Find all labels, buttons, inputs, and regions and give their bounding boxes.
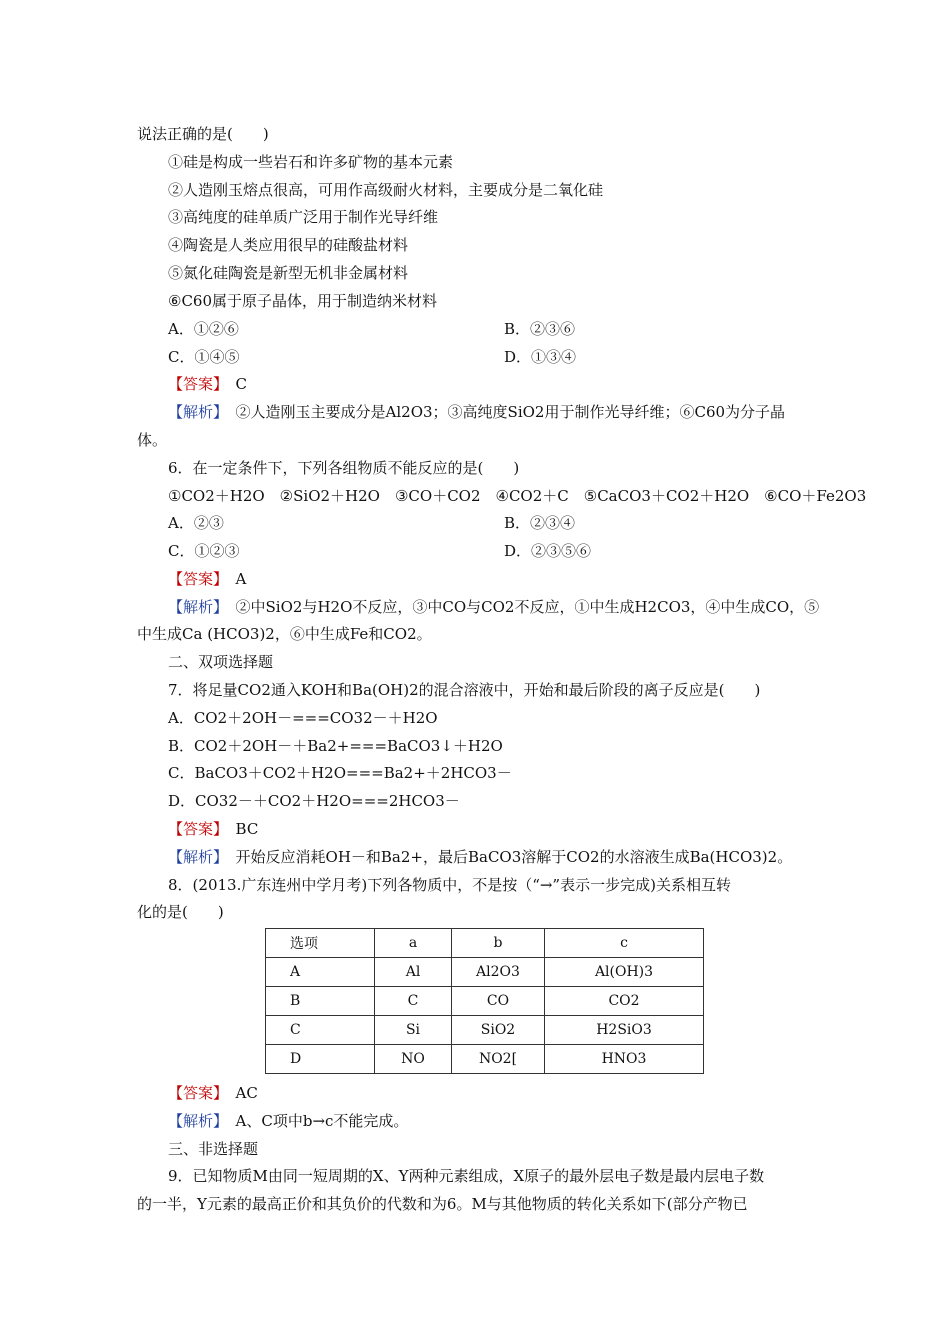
q8-analysis-line bbox=[168, 1111, 848, 1131]
q5-option-b: B．②③⑥ bbox=[504, 320, 576, 338]
table-header-row bbox=[266, 929, 704, 958]
q5-item-6: ⑥C60属于原子晶体，用于制造纳米材料 bbox=[168, 292, 438, 310]
q5-analysis-text: ②人造刚玉主要成分是Al2O3；③高纯度SiO2用于制作光导纤维；⑥C60为分子晶 bbox=[235, 403, 786, 421]
q6-stem: 6．在一定条件下，下列各组物质不能反应的是( ) bbox=[168, 459, 520, 477]
q7-analysis-line bbox=[168, 847, 848, 867]
table-header-cell: 选项 bbox=[266, 929, 375, 958]
q5-answer: C bbox=[235, 375, 248, 393]
q8-analysis-text: A、C项中b→c不能完成。 bbox=[235, 1112, 409, 1130]
q5-option-c: C．①④⑤ bbox=[168, 348, 240, 366]
table-header-cell: c bbox=[545, 929, 704, 958]
q7-option-c: C．BaCO3＋CO2＋H2O===Ba2+＋2HCO3－ bbox=[168, 764, 512, 782]
q8-stem: 8．(2013.广东连州中学月考)下列各物质中，不是按（“→”表示一步完成)关系相互转 bbox=[168, 876, 731, 894]
q8-stem-cont: 化的是( ) bbox=[137, 903, 224, 921]
q5-answer-line bbox=[168, 374, 848, 394]
q5-analysis-line bbox=[168, 402, 848, 422]
q6-analysis-line bbox=[168, 597, 848, 617]
q7-stem: 7．将足量CO2通入KOH和Ba(OH)2的混合溶液中，开始和最后阶段的离子反应是( ) bbox=[168, 681, 761, 699]
q6-option-d: D．②③⑤⑥ bbox=[504, 542, 592, 560]
table-cell: NO bbox=[375, 1045, 452, 1074]
q9-stem: 9．已知物质M由同一短周期的X、Y两种元素组成，X原子的最外层电子数是最内层电子数 bbox=[168, 1167, 765, 1185]
q5-stem: 说法正确的是( ) bbox=[137, 125, 269, 143]
q6-groups: ①CO2＋H2O ②SiO2＋H2O ③CO＋CO2 ④CO2＋C ⑤CaCO3＋CO2＋H2O ⑥CO＋Fe2O3 bbox=[168, 487, 867, 505]
q8-answer-line bbox=[168, 1083, 848, 1103]
table-header-cell: a bbox=[375, 929, 452, 958]
table-cell: CO bbox=[452, 987, 545, 1016]
analysis-label: 【解析】 bbox=[168, 598, 221, 616]
q6-analysis-cont: 中生成Ca (HCO3)2，⑥中生成Fe和CO2。 bbox=[137, 625, 432, 643]
table-cell: D bbox=[266, 1045, 375, 1074]
q8-answer: AC bbox=[235, 1084, 258, 1102]
table-cell: H2SiO3 bbox=[545, 1016, 704, 1045]
q5-analysis-cont: 体。 bbox=[137, 431, 168, 449]
section-heading-3: 三、非选择题 bbox=[168, 1140, 259, 1158]
q7-analysis-text: 开始反应消耗OH－和Ba2+，最后BaCO3溶解于CO2的水溶液生成Ba(HCO3)2。 bbox=[235, 848, 793, 866]
table-row bbox=[266, 1016, 704, 1045]
table-cell: Al(OH)3 bbox=[545, 958, 704, 987]
q5-option-d: D．①③④ bbox=[504, 348, 577, 366]
answer-label: 【答案】 bbox=[168, 1084, 221, 1102]
q7-answer-line bbox=[168, 819, 848, 839]
table-cell: C bbox=[266, 1016, 375, 1045]
q5-item-1: ①硅是构成一些岩石和许多矿物的基本元素 bbox=[168, 153, 454, 171]
q6-answer: A bbox=[235, 570, 247, 588]
table-cell: Al2O3 bbox=[452, 958, 545, 987]
q7-option-b: B．CO2＋2OH－＋Ba2+===BaCO3↓＋H2O bbox=[168, 737, 503, 755]
table-cell: B bbox=[266, 987, 375, 1016]
table-cell: HNO3 bbox=[545, 1045, 704, 1074]
q6-answer-line bbox=[168, 569, 848, 589]
q6-option-c: C．①②③ bbox=[168, 542, 240, 560]
answer-label: 【答案】 bbox=[168, 375, 221, 393]
q7-option-a: A．CO2＋2OH－===CO32－＋H2O bbox=[168, 709, 438, 727]
table-row bbox=[266, 958, 704, 987]
table-header-cell: b bbox=[452, 929, 545, 958]
q6-option-a: A．②③ bbox=[168, 514, 224, 532]
table-cell: Si bbox=[375, 1016, 452, 1045]
answer-label: 【答案】 bbox=[168, 570, 221, 588]
section-heading-2: 二、双项选择题 bbox=[168, 653, 274, 671]
table-cell: C bbox=[375, 987, 452, 1016]
q5-item-3: ③高纯度的硅单质广泛用于制作光导纤维 bbox=[168, 208, 439, 226]
answer-label: 【答案】 bbox=[168, 820, 221, 838]
q7-option-d: D．CO32－＋CO2＋H2O===2HCO3－ bbox=[168, 792, 460, 810]
q5-item-2: ②人造刚玉熔点很高，可用作高级耐火材料，主要成分是二氧化硅 bbox=[168, 181, 604, 199]
q9-stem-cont: 的一半，Y元素的最高正价和其负价的代数和为6。M与其他物质的转化关系如下(部分产物已 bbox=[137, 1195, 748, 1213]
table-cell: SiO2 bbox=[452, 1016, 545, 1045]
q5-item-4: ④陶瓷是人类应用很早的硅酸盐材料 bbox=[168, 236, 409, 254]
table-row bbox=[266, 987, 704, 1016]
analysis-label: 【解析】 bbox=[168, 403, 221, 421]
analysis-label: 【解析】 bbox=[168, 1112, 221, 1130]
analysis-label: 【解析】 bbox=[168, 848, 221, 866]
table-cell: NO2[ bbox=[452, 1045, 545, 1074]
table-cell: CO2 bbox=[545, 987, 704, 1016]
q8-options-table bbox=[265, 928, 704, 1074]
q5-item-5: ⑤氮化硅陶瓷是新型无机非金属材料 bbox=[168, 264, 409, 282]
q7-answer: BC bbox=[235, 820, 259, 838]
q5-option-a: A．①②⑥ bbox=[168, 320, 239, 338]
q6-analysis-text: ②中SiO2与H2O不反应，③中CO与CO2不反应，①中生成H2CO3，④中生成CO，⑤ bbox=[235, 598, 820, 616]
table-row bbox=[266, 1045, 704, 1074]
q6-option-b: B．②③④ bbox=[504, 514, 576, 532]
table-cell: Al bbox=[375, 958, 452, 987]
table-cell: A bbox=[266, 958, 375, 987]
